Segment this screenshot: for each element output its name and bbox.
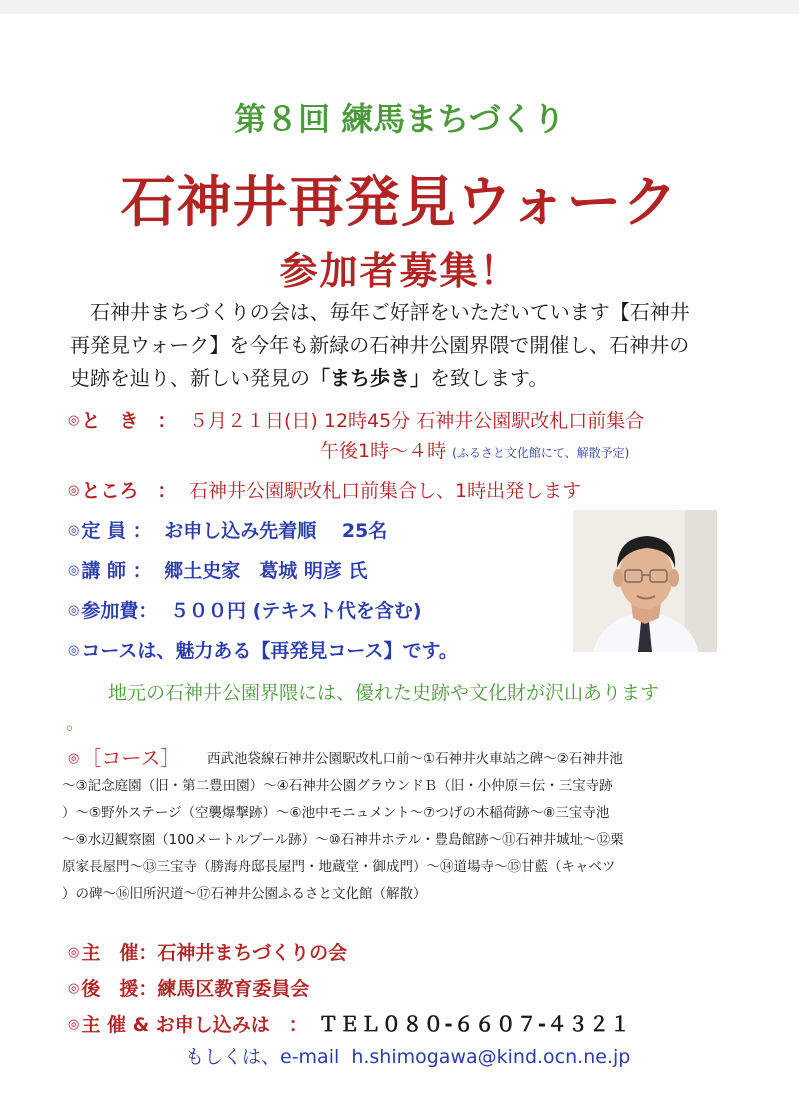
bullet-icon: ◎ <box>68 563 80 578</box>
event-title: 石神井再発見ウォーク <box>120 170 679 234</box>
lecturer-label: 講 師 ： <box>81 560 152 582</box>
intro-line-2: 再発見ウォーク】を今年も新緑の石神井公園界隈で開催し、石神井の <box>70 333 690 357</box>
course-intro: コースは、魅力ある【再発見コース】です。 <box>81 640 458 662</box>
contact-row <box>68 1008 631 1037</box>
intro-line-1: 石神井まちづくりの会は、毎年ご好評をいただいています【石神井 <box>90 300 690 324</box>
where-row <box>68 476 581 503</box>
course-line-5: 原家長屋門～⑬三宝寺（勝海舟邸長屋門・地蔵堂・御成門）～⑭道場寺～⑮甘藍（キャベツ <box>62 859 616 875</box>
intro-paragraph <box>70 296 750 395</box>
event-subtitle: 第８回 練馬まちづくり <box>234 100 565 138</box>
fee-row <box>68 596 422 623</box>
organizer: 主 催：石神井まちづくりの会 <box>81 942 348 964</box>
course-label-row <box>68 742 180 771</box>
where-label: ところ ： <box>81 480 177 502</box>
course-line-2: ～③記念庭園（旧・第二豊田園）～④石神井公園グラウンドＢ（旧・小仲原＝伝・三宝寺跡 <box>62 778 613 794</box>
bullet-icon: ◎ <box>68 483 80 498</box>
phone-number: ＴＥＬ０８０-６６０７-４３２１ <box>318 1012 631 1036</box>
recruit-heading: 参加者募集！ <box>279 249 520 293</box>
lecturer-portrait-image <box>573 510 717 652</box>
intro-highlight: 「まち歩き」 <box>310 366 430 390</box>
bullet-icon: ◎ <box>68 1017 80 1032</box>
email-address[interactable]: h.shimogawa@kind.ocn.ne.jp <box>351 1046 631 1068</box>
when-row <box>68 406 644 433</box>
lecturer-photo <box>573 510 717 652</box>
fee-label: 参加費： <box>81 600 158 622</box>
bullet-icon: ◎ <box>68 643 80 658</box>
email-prefix: もしくは、e-mail <box>185 1046 340 1068</box>
attractions-text: 地元の石神井公園界隈には、優れた史跡や文化財が沢山あります <box>108 682 660 704</box>
when-value: ５月２１日(日) 12時45分 石神井公園駅改札口前集合 <box>188 410 645 432</box>
status-bar <box>0 0 799 14</box>
course-line-6: ）の碑～⑯旧所沢道～⑰石神井公園ふるさと文化館（解散） <box>62 886 427 902</box>
course-intro-row <box>68 636 458 663</box>
where-value: 石神井公園駅改札口前集合し、1時出発します <box>188 480 582 502</box>
bullet-icon: ◎ <box>68 523 80 538</box>
intro-line-3-pre: 史跡を辿り、新しい発見の <box>70 366 310 390</box>
bullet-icon: ◎ <box>68 751 80 766</box>
capacity-label: 定 員 ： <box>81 520 152 542</box>
contact-label: 主 催 & お申し込みは ： <box>81 1014 308 1036</box>
sponsor-row <box>68 974 309 1001</box>
bullet-icon: ◎ <box>68 603 80 618</box>
when-row-2 <box>320 436 629 463</box>
capacity-value: お申し込み先着順 25名 <box>164 520 388 542</box>
organizer-row <box>68 938 347 965</box>
lecturer-row <box>68 556 367 583</box>
course-line-1: 西武池袋線石神井公園駅改札口前～①石神井火車站之碑～②石神井池 <box>207 751 623 767</box>
fee-value: ５００円 (テキスト代を含む) <box>169 600 422 622</box>
when-label: と き ： <box>81 410 177 432</box>
email-row <box>185 1042 630 1069</box>
intro-line-3 <box>70 362 750 395</box>
attractions-end: 。 <box>66 712 86 734</box>
intro-line-3-post: を致します。 <box>430 366 549 390</box>
course-label: ［コース］ <box>81 746 181 770</box>
lecturer-value: 郷土史家 葛城 明彦 氏 <box>164 560 368 582</box>
bullet-icon: ◎ <box>68 945 80 960</box>
course-line-3: ）～⑤野外ステージ（空襲爆撃跡）～⑥池中モニュメント～⑦つげの木稲荷跡～⑧三宝寺池 <box>62 805 610 821</box>
capacity-row <box>68 516 387 543</box>
when-note: (ふるさと文化館にて、解散予定) <box>452 446 630 460</box>
sponsor: 後 援：練馬区教育委員会 <box>81 978 310 1000</box>
bullet-icon: ◎ <box>68 413 80 428</box>
bullet-icon: ◎ <box>68 981 80 996</box>
course-line-4: ～⑨水辺観察園（100メートルプール跡）～⑩石神井ホテル・豊島館跡～⑪石神井城址～⑫栗 <box>62 832 624 848</box>
when-time: 午後1時～４時 <box>320 440 447 462</box>
